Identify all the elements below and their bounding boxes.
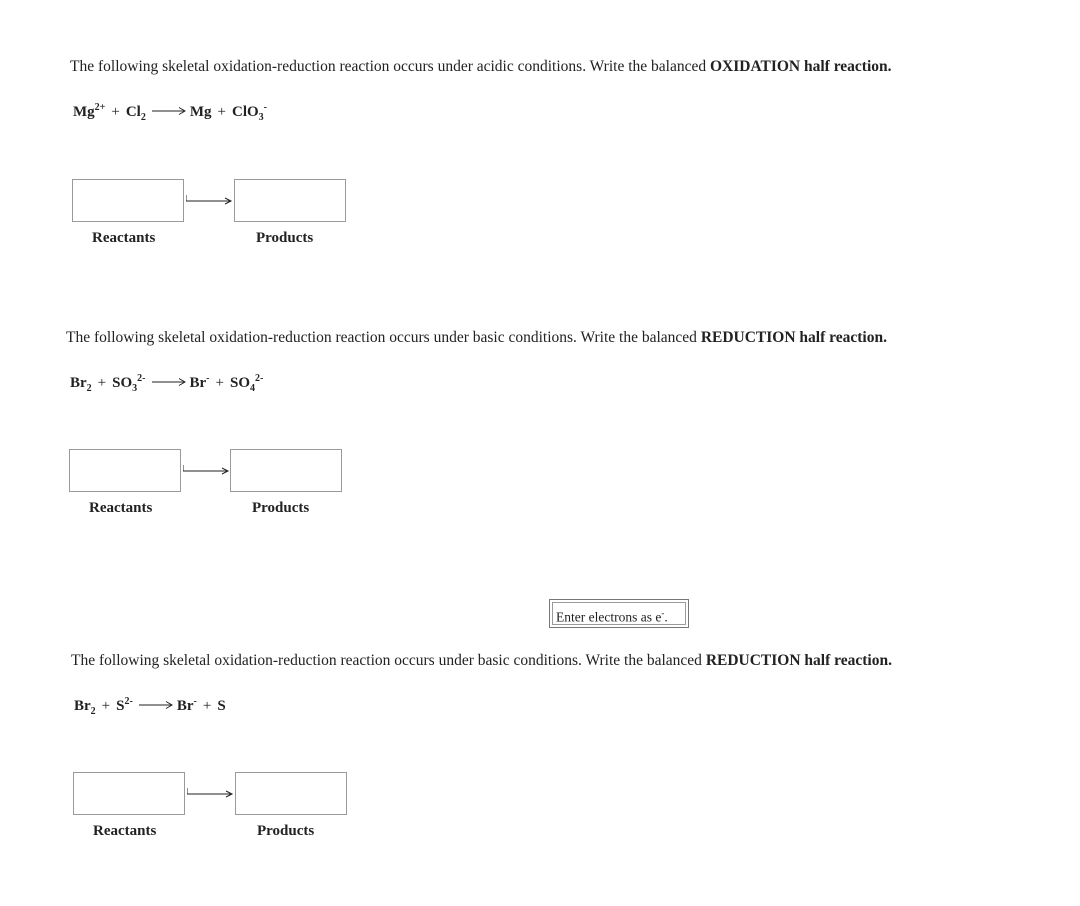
question-2-prompt-bold: REDUCTION half reaction. [700,329,887,346]
eq2-reactant-1: $Br_2$ [70,375,92,394]
question-1-equation [73,104,267,121]
question-3-equation [74,698,226,715]
eq2-product-1: Br- [189,373,210,391]
eq3-reactant-2: $S^{2-}$ [116,696,133,714]
q2-reactants-label: Reactants [89,500,153,516]
eq1-product-2: ClO$_3$- [231,102,267,123]
eq2-plus-2: + [215,375,224,391]
question-3-prompt-bold: REDUCTION half reaction. [705,652,892,669]
question-3-prompt [71,652,892,670]
half-reaction-arrow-icon [183,465,233,477]
eq2-product-2: $SO_4^{2-}$ [229,373,264,394]
q1-products-label: Products [256,230,314,246]
eq3-reactant-1: $Br_2$ [74,698,96,717]
q1-products-input[interactable] [234,179,346,222]
eq1-plus-2: + [217,104,226,120]
q2-products-input[interactable] [230,449,342,492]
half-reaction-arrow-icon [186,195,236,207]
reaction-arrow-icon [152,106,186,116]
half-reaction-arrow-icon [187,788,237,800]
q2-reactants-input[interactable] [69,449,181,492]
q3-products-label: Products [257,823,315,839]
q3-reactants-input[interactable] [73,772,185,815]
eq3-product-1: Br- [176,696,197,714]
eq2-reactant-2: $SO_3^{2-}$ [112,373,146,394]
question-2-prompt-text: The following skeletal oxidation-reduction reaction occurs under basic conditions. Write the balanced [66,329,701,346]
q1-reactants-input[interactable] [72,179,184,222]
reaction-arrow-icon [152,377,186,387]
eq1-plus-1: + [111,104,120,120]
electron-hint-text: Enter electrons as e-. [552,602,686,625]
question-2-prompt [66,329,887,347]
electron-hint-box [549,599,689,628]
eq1-reactant-2: $Cl_2$ [125,104,146,123]
question-1-prompt-bold: OXIDATION half reaction. [709,58,892,75]
eq2-plus-1: + [97,375,107,391]
eq1-reactant-1: $Mg^{2+}$ [73,102,106,120]
q3-reactants-label: Reactants [93,823,157,839]
eq3-plus-2: + [202,698,212,714]
question-1-prompt [70,58,892,76]
question-1-prompt-text: The following skeletal oxidation-reduction reaction occurs under acidic conditions. Write the balanced [70,58,710,75]
question-3-prompt-text: The following skeletal oxidation-reduction reaction occurs under basic conditions. Write the balanced [71,652,706,669]
eq3-product-2: S [217,698,226,714]
q2-products-label: Products [252,500,310,516]
eq1-product-1: Mg [189,104,212,120]
reaction-arrow-icon [139,700,173,710]
q3-products-input[interactable] [235,772,347,815]
question-2-equation [70,375,263,392]
eq3-plus-1: + [101,698,111,714]
q1-reactants-label: Reactants [92,230,156,246]
